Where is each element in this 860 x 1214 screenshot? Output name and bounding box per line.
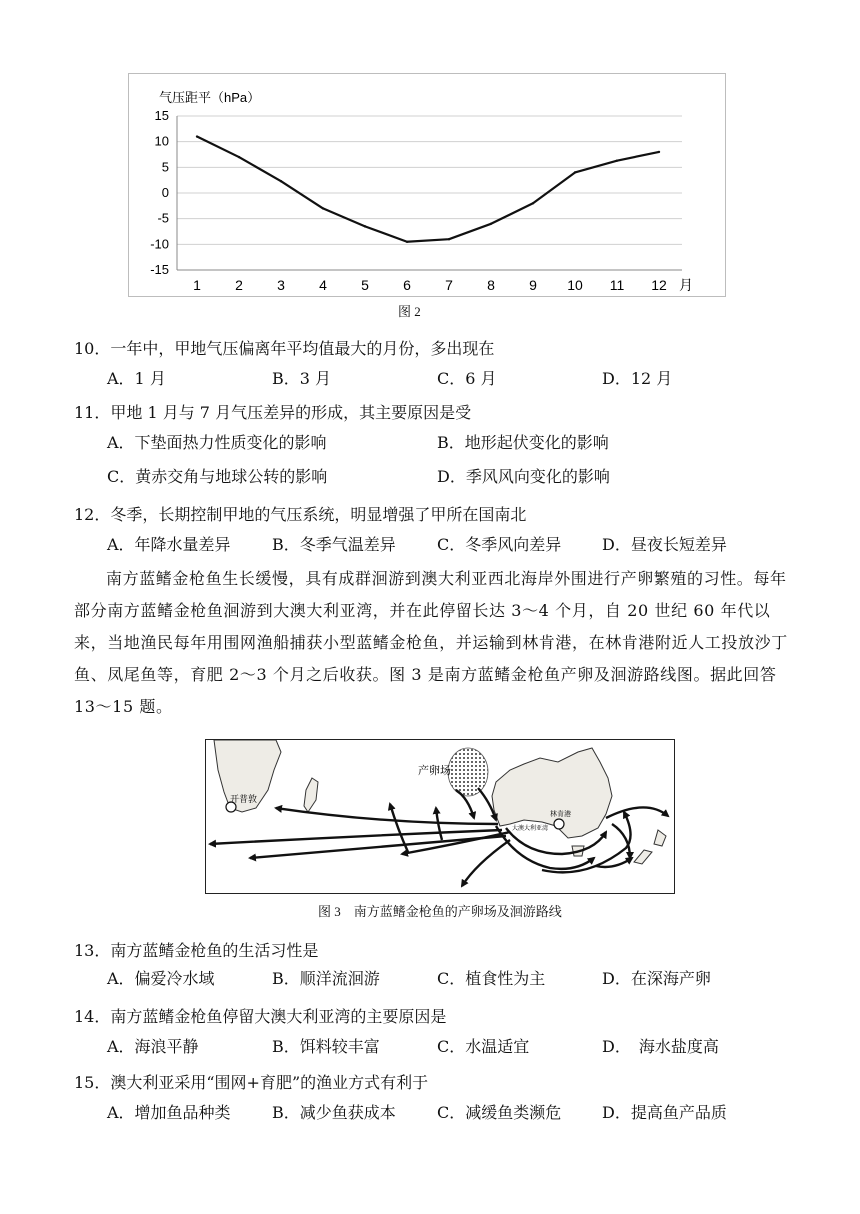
data-point bbox=[532, 202, 534, 204]
question-14-stem: 14．南方蓝鳍金枪鱼停留大澳大利亚湾的主要原因是 bbox=[74, 1007, 447, 1026]
q10-option-a: A．1 月 bbox=[107, 369, 166, 388]
q12-option-a: A．年降水量差异 bbox=[107, 535, 231, 554]
question-12-stem: 12．冬季，长期控制甲地的气压系统，明显增强了甲所在国南北 bbox=[74, 505, 527, 524]
spawning-ground-area bbox=[448, 748, 488, 796]
capetown-label: 开普敦 bbox=[230, 795, 258, 805]
data-point bbox=[322, 207, 324, 209]
q12-option-b: B．冬季气温差异 bbox=[272, 535, 396, 554]
y-tick-label: 0 bbox=[161, 185, 169, 200]
x-tick-label: 12 bbox=[651, 277, 667, 293]
x-tick-label: 9 bbox=[529, 277, 537, 293]
q11-option-d: D．季风风向变化的影响 bbox=[437, 467, 610, 486]
q15-option-c: C．减缓鱼类濒危 bbox=[437, 1103, 562, 1122]
question-13-stem: 13．南方蓝鳍金枪鱼的生活习性是 bbox=[74, 941, 319, 960]
x-tick-label: 6 bbox=[403, 277, 411, 293]
y-axis-label: 气压距平（hPa） bbox=[159, 90, 261, 105]
x-tick-label: 3 bbox=[277, 277, 285, 293]
figure-2-caption: 图 2 bbox=[398, 304, 421, 319]
q14-option-b: B．饵料较丰富 bbox=[272, 1037, 380, 1056]
new-zealand-north bbox=[654, 830, 666, 846]
lincoln-port-label: 林肯港 bbox=[550, 810, 571, 818]
q13-option-a: A．偏爱冷水域 bbox=[107, 969, 215, 988]
q14-option-c: C．水温适宜 bbox=[437, 1037, 530, 1056]
x-tick-label: 5 bbox=[361, 277, 369, 293]
data-point bbox=[364, 225, 366, 227]
data-point bbox=[448, 238, 450, 240]
y-tick-label: -5 bbox=[157, 210, 169, 226]
x-tick-label: 8 bbox=[487, 277, 495, 293]
q15-option-d: D．提高鱼产品质 bbox=[602, 1103, 727, 1122]
y-tick-label: -10 bbox=[150, 236, 169, 252]
q10-option-c: C．6 月 bbox=[437, 369, 497, 388]
data-point bbox=[406, 241, 408, 243]
question-10-stem: 10．一年中，甲地气压偏离年平均值最大的月份，多出现在 bbox=[74, 339, 495, 358]
data-point bbox=[238, 156, 240, 158]
figure-3-caption: 图 3 南方蓝鳍金枪鱼的产卵场及洄游路线 bbox=[318, 904, 562, 919]
q11-option-c: C．黄赤交角与地球公转的影响 bbox=[107, 467, 328, 486]
q10-option-d: D．12 月 bbox=[602, 369, 673, 388]
q10-option-b: B．3 月 bbox=[272, 369, 332, 388]
q15-option-b: B．减少鱼获成本 bbox=[272, 1103, 396, 1122]
great-australian-bight-label: 大澳大利亚湾 bbox=[512, 825, 549, 832]
x-tick-label: 2 bbox=[235, 277, 243, 293]
madagascar-landmass bbox=[304, 778, 318, 812]
x-tick-label: 7 bbox=[445, 277, 453, 293]
q13-option-c: C．植食性为主 bbox=[437, 969, 546, 988]
data-point bbox=[658, 151, 660, 153]
y-tick-label: -15 bbox=[150, 262, 169, 277]
new-zealand-south bbox=[634, 850, 652, 864]
australia-landmass bbox=[492, 748, 612, 838]
series-line bbox=[197, 137, 659, 242]
y-tick-label: 10 bbox=[154, 133, 169, 149]
x-tick-label: 1 bbox=[193, 277, 201, 293]
q15-option-a: A．增加鱼品种类 bbox=[107, 1103, 231, 1122]
x-axis-unit: 月 bbox=[679, 277, 693, 293]
x-tick-label: 11 bbox=[609, 277, 625, 293]
tuna-passage: 南方蓝鳍金枪鱼生长缓慢，具有成群洄游到澳大利亚西北海岸外围进行产卵繁殖的习性。每年部分南方蓝鳍金枪鱼洄游到大澳大利亚湾，并在此停留长达 3～4 个月，自 20 世纪 60 年代以来，当地渔民每年用围网渔船捕获小型蓝鳍金枪鱼，并运输到林肯港，在林肯港附近人工投放沙丁鱼、凤尾鱼等，育肥 2～3 个月之后收获。图 3 是南方蓝鳍金枪鱼产卵及洄游路线图。据此回答 13～15 题。 bbox=[74, 569, 788, 716]
q11-option-a: A．下垫面热力性质变化的影响 bbox=[107, 433, 327, 452]
chart-svg bbox=[129, 74, 727, 298]
tuna-migration-map bbox=[205, 739, 675, 894]
data-point bbox=[196, 135, 198, 137]
map-svg bbox=[206, 740, 675, 894]
q13-option-b: B．顺洋流洄游 bbox=[272, 969, 380, 988]
question-11-stem: 11．甲地 1 月与 7 月气压差异的形成，其主要原因是受 bbox=[74, 403, 472, 422]
y-tick-label: 15 bbox=[154, 108, 169, 123]
y-tick-label: 5 bbox=[161, 159, 169, 175]
data-point bbox=[574, 171, 576, 173]
question-15-stem: 15．澳大利亚采用“围网+育肥”的渔业方式有利于 bbox=[74, 1073, 429, 1092]
pressure-anomaly-chart bbox=[128, 73, 726, 297]
data-point bbox=[616, 159, 618, 161]
data-point bbox=[490, 223, 492, 225]
q12-option-c: C．冬季风向差异 bbox=[437, 535, 562, 554]
data-point bbox=[280, 180, 282, 182]
q13-option-d: D．在深海产卵 bbox=[602, 969, 711, 988]
q12-option-d: D．昼夜长短差异 bbox=[602, 535, 727, 554]
spawning-ground-label: 产卵场 bbox=[418, 764, 451, 777]
q11-option-b: B．地形起伏变化的影响 bbox=[437, 433, 609, 452]
q14-option-d: D． 海水盐度高 bbox=[602, 1037, 719, 1056]
q14-option-a: A．海浪平静 bbox=[107, 1037, 199, 1056]
lincoln-port-marker bbox=[554, 819, 564, 829]
x-tick-label: 10 bbox=[567, 277, 583, 293]
x-tick-label: 4 bbox=[319, 277, 327, 293]
